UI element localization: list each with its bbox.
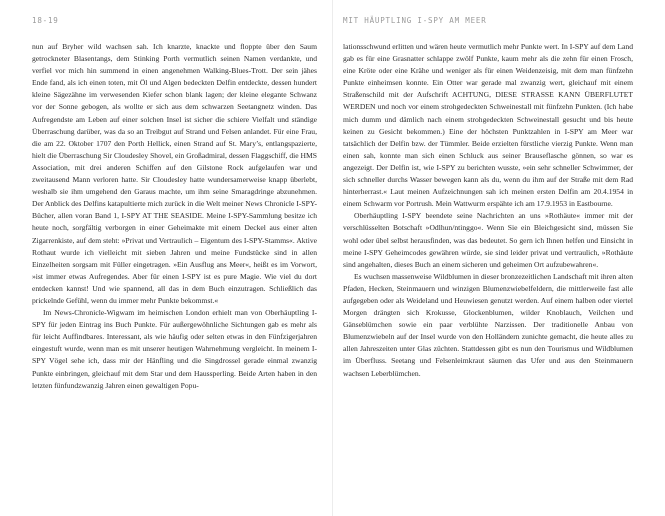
left-page xyxy=(0,0,332,516)
right-text-block xyxy=(343,41,633,380)
paragraph: lationsschwund erlitten und wären heute vermutlich mehr Punkte wert. In I-SPY auf dem Land gab es für eine Grasnatter schlappe zwölf Punkte, kaum mehr als die zehn für einen Frosch, eine Kröte oder eine Krähe und weniger als für einen Weidenzeisig, mit dem man fünfzehn Punkte einheimsen konnte. Ein Otter war gerade mal zwanzig wert, gleichauf mit einem Straßenschild mit der Aufschrift ACHTUNG, DIESE STRASSE KANN ÜBERFLUTET WERDEN und noch vor einem strohgedeckten Schweinestall mit fünfzehn Punkten. (Ich habe mich dumm und dämlich nach einem strohgedeckten Schweinestall gesucht und bis heute keinen zu Gesicht bekommen.) Eine der höchsten Punktzahlen in I-SPY am Meer war tatsächlich der Delfin bzw. der Tümmler. Beide erzielten fürstliche vierzig Punkte. Wenn man einen sah, konnte man sich einen Schluck aus seiner Brauseflasche gönnen, so war es angezeigt. Der Delfin ist, wie I-SPY zu berichten wusste, »ein sehr schneller Schwimmer, der sich schneller durchs Wasser bewegen kann als du, wenn du ihm auf der Straße mit dem Rad hinterherrast.« Laut meinen Aufzeichnungen sah ich meinen ersten Delfin am 20.4.1954 in einem Schwarm vor Portrush. Mein Wattwurm erspähte ich am 17.9.1953 in Eastbourne. xyxy=(343,42,633,209)
paragraph: Im News-Chronicle-Wigwam im heimischen London erhielt man von Oberhäuptling I-SPY für jeden Eintrag ins Buch Punkte. Für außergewöhnliche Sichtungen gab es mehr als für leicht Auffindbares. Interessant, als wie häufig oder selten etwas in den Fünfzigerjahren eingestuft wurde, wenn man es mit unserer heutigen Wahrnehmung vergleicht. In meinem I-SPY Vögel sehe ich, dass mir der Hänfling und die Singdrossel gerade einmal zwanzig Punkte einbringen, gleichauf mit dem Star und dem Haussperling. Beide Arten haben in den letzten fünfundzwanzig Jahren einen gewaltigen Popu- xyxy=(32,308,317,390)
paragraph: Es wuchsen massenweise Wildblumen in dieser bronzezeitlichen Landschaft mit ihren alten Pfaden, Hecken, Steinmauern und winzigen Blumenzwiebelfeldern, die mittlerweile fast alle aufgegeben oder als Weideland und Heuwiesen genutzt werden. Auf einem halben oder viertel Morgen drängten sich Krokusse, Glockenblumen, wilder Knoblauch, Veilchen und Gänseblümchen sowie ein paar verblühte Narzissen. Der traditionelle Anbau von Blumenzwiebeln auf der Insel wurde von den Holländern zunichte gemacht, die heute alles zu allen Jahreszeiten unter Glas züchten. Stattdessen gibt es nun den Tourismus und Wildblumen im Überfluss. Seetang und Felsenleimkraut säumen das Ufer und aus den Steinmauern wachsen Leberblümchen. xyxy=(343,271,633,378)
left-running-head: 18-19 xyxy=(32,16,59,25)
right-page xyxy=(333,0,665,516)
left-text-block xyxy=(32,41,317,392)
paragraph: nun auf Bryher wild wachsen sah. Ich knarzte, knackte und floppte über den Saum getrockneter Blasentangs, dem Stinking Porth vermutlich seinen Namen verdankte, und verfiel vor mich hin summend in einen angenehmen Walking-Blues-Trott. Der sein jähes Ende fand, als ich einen toten, mit Öl und Algen bedeckten Delfin entdeckte, dessen hundert kleine Sägezähne im verwesenden Kiefer schon blank lagen; der kleine elegante Schwanz vor der Sonne gebogen, als wollte er sich aus dem schwarzen Seetangnetz winden. Das Aufregendste am Leben auf einer solchen Insel ist sicher die schiere Vielfalt und ständige Überraschung darüber, was da so an Treibgut auf Strand und Felsen anlandet. Für eine Frau, die am 22. Oktober 1707 den Porth Hellick, einen Strand auf St. Mary’s, entlangspazierte, hielt die Überraschung Sir Cloudesley Shovel, ein Großadmiral, dessen Flaggschiff, die HMS Association, mit drei anderen Schiffen auf den Gilstone Rock aufgelaufen war und zweitausend Mann verloren hatte. Sir Cloudesley hatte wundersamerweise knapp überlebt, weshalb sie ihm umgehend den Garaus machte, um ihm seine Smaragdringe abzunehmen. Der Anblick des Delfins katapultierte mich zurück in die Welt meiner News Chronicle I-SPY-Bücher, allen voran Band 1, I-SPY AT THE SEASIDE. Meine I-SPY-Sammlung besitze ich heute noch, sorgfältig verborgen in einer Geheimakte mit einem Deckel aus einer alten Zigarrenkiste, auf dem steht: »Privat und Vertraulich – Eigentum des I-SPY-Stamms«. Aktive Rothaut wurde ich vielleicht mit sieben Jahren und meine Fundstücke sind in allen Einzelheiten sorgsam mit Füller eingetragen. »Ein Ausflug ans Meer«, heißt es im Vorwort, »ist immer etwas Aufregendes. Aber für einen I-SPY ist es pure Magie. Wie viel du dort entdecken kannst! Und wie spannend, all das in dem Buch einzutragen. Schließlich das prickelnde Gefühl, wenn du immer mehr Punkte bekommst.« xyxy=(32,42,317,305)
right-running-head: MIT HÄUPTLING I-SPY AM MEER xyxy=(343,16,487,25)
paragraph: Oberhäuptling I-SPY beendete seine Nachrichten an uns »Rothäute« immer mit der verschlüsselten Botschaft »Odlhun/ntinggo«. Wenn Sie ein Bleichgesicht sind, müssen Sie wohl oder übel selbst herausfinden, was das bedeutet. So gern ich Ihnen helfen und Einsicht in meine I-SPY Geheimcodes gewähren würde, sie sind leider privat und vertraulich, »Rothäute sind angehalten, dieses Buch an einem sicheren und geheimen Ort aufzubewahren«. xyxy=(343,211,633,269)
